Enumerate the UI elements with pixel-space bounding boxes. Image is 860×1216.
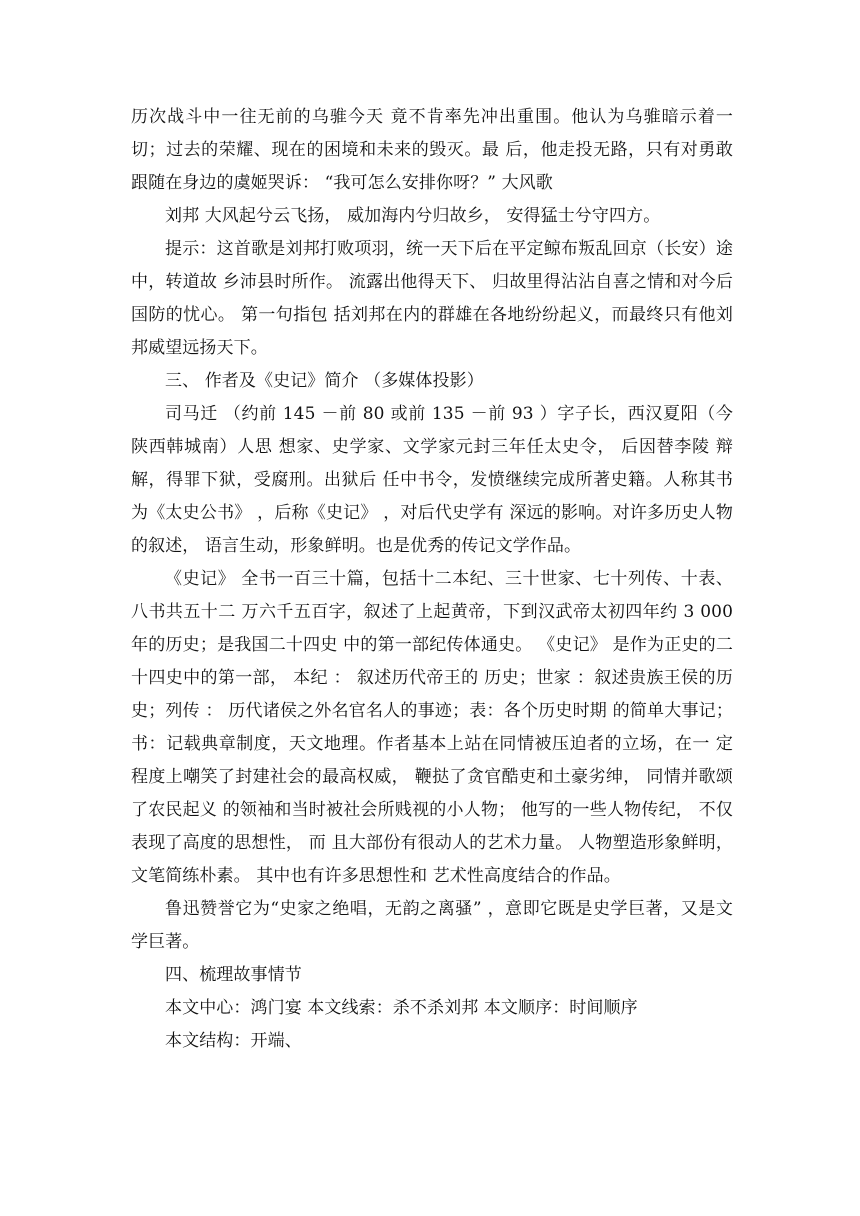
paragraph-poem-hint: 提示：这首歌是刘邦打败项羽，统一天下后在平定鲸布叛乱回京（长安）途中，转道故 乡沛县时所作。 流露出他得天下、 归故里得沾沾自喜之情和对今后国防的忧心。 第一句指包 括刘邦在内的群雄在各地纷纷起义，而最终只有他刘邦威望远扬天下。 [131, 239, 733, 358]
paragraph-shiji-overview: 《史记》 全书一百三十篇，包括十二本纪、三十世家、七十列传、十表、八书共五十二 万六千五百字，叙述了上起黄帝，下到汉武帝太初四年约 3 000 年的历史；是我国二十四史 中的第一部纪传体通史。 《史记》 是作为正史的二十四史中的第一部， 本纪 ： 叙述历代帝王的 历史；世家 ：叙述贵族王侯的历史；列传 ： 历代诸侯之外名官名人的事迹；表：各个历史时期 的简单大事记；书：记载典章制度，天文地理。作者基本上站在同情被压迫者的立场，在一 定程度上嘲笑了封建社会的最高权威， 鞭挞了贪官酷吏和土豪劣绅， 同情并歌颂了农民起义 的领袖和当时被社会所贱视的小人物； 他写的一些人物传纪， 不仅表现了高度的思想性， 而 且大部份有很动人的艺术力量。 人物塑造形象鲜明， 文笔简练朴素。 其中也有许多思想性和 艺术性高度结合的作品。 [131, 569, 733, 886]
paragraph-text-structure: 本文结构：开端、 [165, 1031, 302, 1051]
section-heading-author-intro: 三、 作者及《史记》简介 （多媒体投影） [165, 371, 484, 391]
paragraph-simaqian-bio: 司马迁 （约前 145 －前 80 或前 135 －前 93 ）字子长，西汉夏阳（今陕西韩城南）人思 想家、史学家、文学家元封三年任太史令， 后因替李陵 辩解，得罪下狱，受腐刑。出狱后 任中书令，发愤继续完成所著史籍。人称其书为《太史公书》 ，后称《史记》 ，对后代史学有 深远的影响。对许多历史人物的叙述， 语言生动，形象鲜明。也是优秀的传记文学作品。 [131, 404, 733, 556]
paragraph-wujui-story: 历次战斗中一往无前的乌骓今天 竟不肯率先冲出重围。他认为乌骓暗示着一切；过去的荣耀、现在的困境和未来的毁灭。最 后，他走投无路，只有对勇敢跟随在身边的虞姬哭诉： “我可怎么安排你呀？” 大风歌 [131, 107, 733, 193]
section-heading-story-plot: 四、梳理故事情节 [165, 965, 302, 985]
paragraph-dafengge-poem: 刘邦 大风起兮云飞扬， 威加海内兮归故乡， 安得猛士兮守四方。 [165, 206, 661, 226]
paragraph-luxun-praise: 鲁迅赞誉它为“史家之绝唱，无韵之离骚” ，意即它既是史学巨著，又是文学巨著。 [131, 899, 733, 952]
paragraph-text-center: 本文中心：鸿门宴 本文线索：杀不杀刘邦 本文顺序：时间顺序 [165, 998, 638, 1018]
document-body [131, 101, 733, 1058]
